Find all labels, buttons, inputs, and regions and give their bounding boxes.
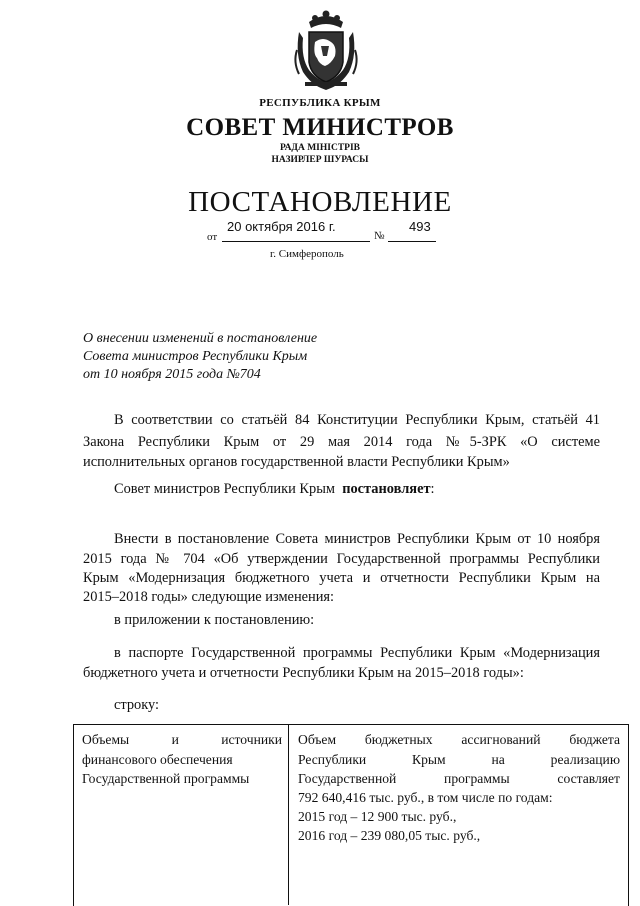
decides-word: постановляет <box>342 481 431 497</box>
council-ukrainian-name: РАДА МІНІСТРІВ <box>279 143 360 153</box>
preamble-line: исполнительных органов государственной власти Республики Крым» <box>83 454 510 470</box>
table-right-cell-line: Государственной программы составляет <box>298 771 620 786</box>
appendix-line: в приложении к постановлению: <box>114 612 315 628</box>
number-label: № <box>374 230 385 242</box>
table-right-cell-line: 2016 год – 239 080,05 тыс. руб., <box>298 828 481 843</box>
republic-heading: РЕСПУБЛИКА КРЫМ <box>259 97 381 109</box>
table-right-cell-line: 792 640,416 тыс. руб., в том числе по годам: <box>298 790 553 805</box>
table-right-cell-line: Объем бюджетных ассигнований бюджета <box>298 732 620 747</box>
council-decides-text: Совет министров Республики Крым <box>114 481 335 497</box>
table-left-cell-line: Объемы и источники <box>82 732 282 747</box>
passport-line: в паспорте Государственной программы Республики Крым «Модернизация <box>114 645 600 661</box>
date-prefix: от <box>207 231 218 243</box>
council-decides-line <box>114 481 435 498</box>
table-left-cell-line: Государственной программы <box>82 771 250 786</box>
decree-city: г. Симферополь <box>270 248 344 260</box>
passport-line: бюджетного учета и отчетности Республики Крым на 2015–2018 годы»: <box>83 665 524 681</box>
preamble-line: В соответствии со статьёй 84 Конституции Республики Крым, статьёй 41 <box>114 412 600 428</box>
date-underline <box>222 241 370 242</box>
amendment-line: 2015 года № 704 «Об утверждении Государственной программы Республики <box>83 551 600 567</box>
table-left-cell-line: финансового обеспечения <box>82 752 233 767</box>
row-label: строку: <box>114 697 160 713</box>
amendment-line: Внести в постановление Совета министров Республики Крым от 10 ноября <box>114 531 600 547</box>
number-underline <box>388 241 436 242</box>
decree-date: 20 октября 2016 г. <box>227 219 336 234</box>
amendment-line: Крым «Модернизация бюджетного учета и отчетности Республики Крым на <box>83 570 600 586</box>
subject-line: О внесении изменений в постановление <box>83 331 318 346</box>
preamble-line: Закона Республики Крым от 29 мая 2014 года №5-ЗРК «О системе <box>83 434 600 450</box>
decree-number: 493 <box>409 219 431 234</box>
council-of-ministers-heading: СОВЕТ МИНИСТРОВ <box>186 114 454 141</box>
subject-line: Совета министров Республики Крым <box>83 349 308 364</box>
subject-line: от 10 ноября 2015 года №704 <box>83 367 261 382</box>
table-right-cell-line: 2015 год – 12 900 тыс. руб., <box>298 809 457 824</box>
table-column-divider <box>288 724 289 905</box>
decides-colon: : <box>430 481 435 497</box>
council-crimean-tatar-name: НАЗИРЛЕР ШУРАСЫ <box>271 155 369 165</box>
amendment-line: 2015–2018 годы» следующие изменения: <box>83 589 335 605</box>
crimea-coat-of-arms-icon <box>291 10 361 92</box>
table-right-cell-line: Республики Крым на реализацию <box>298 752 620 767</box>
decree-title: ПОСТАНОВЛЕНИЕ <box>188 186 452 218</box>
